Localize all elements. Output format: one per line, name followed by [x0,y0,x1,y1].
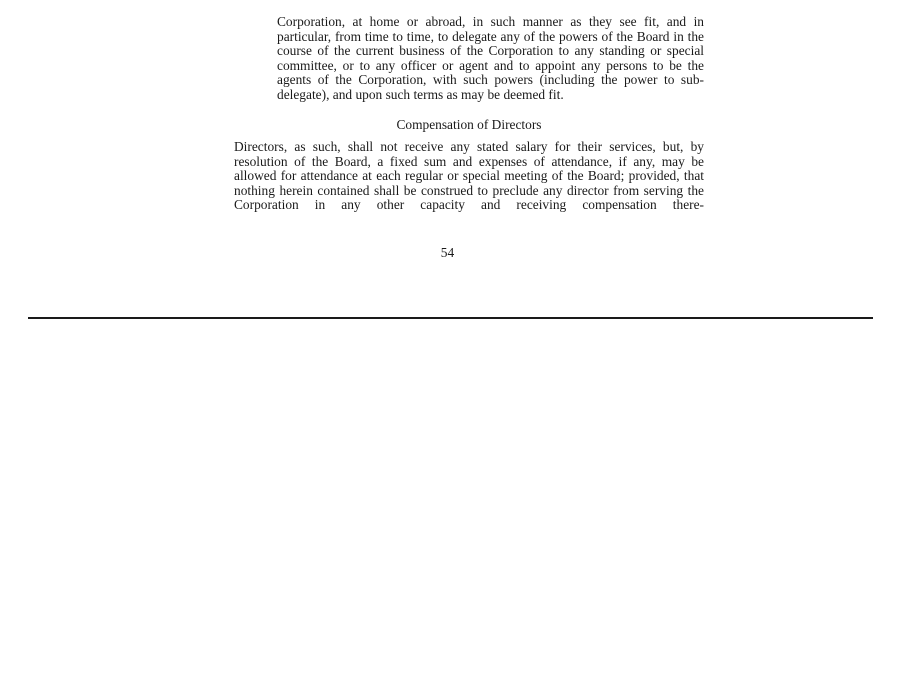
page-number: 54 [440,245,455,260]
continued-paragraph: Corporation, at home or abroad, in such manner as they see fit, and in particular, from time to time, to delegate any of the powers of the Board in the course of the current business of the Corporation to any standing or special committee, or to any officer or agent and to appoint any persons to be the agents of the Corporation, with such powers (including the power to sub-delegate), and upon such terms as may be deemed fit. [277,14,704,102]
section-heading: Compensation of Directors [396,117,542,132]
page-divider [28,317,873,319]
compensation-paragraph: Directors, as such, shall not receive any stated salary for their services, but, by resolution of the Board, a fixed sum and expenses of attendance, if any, may be allowed for attendance at each regular or special meeting of the Board; provided, that nothing herein contained shall be construed to preclude any director from serving the Corporation in any other capacity and receiving compensation there- [234,139,704,212]
